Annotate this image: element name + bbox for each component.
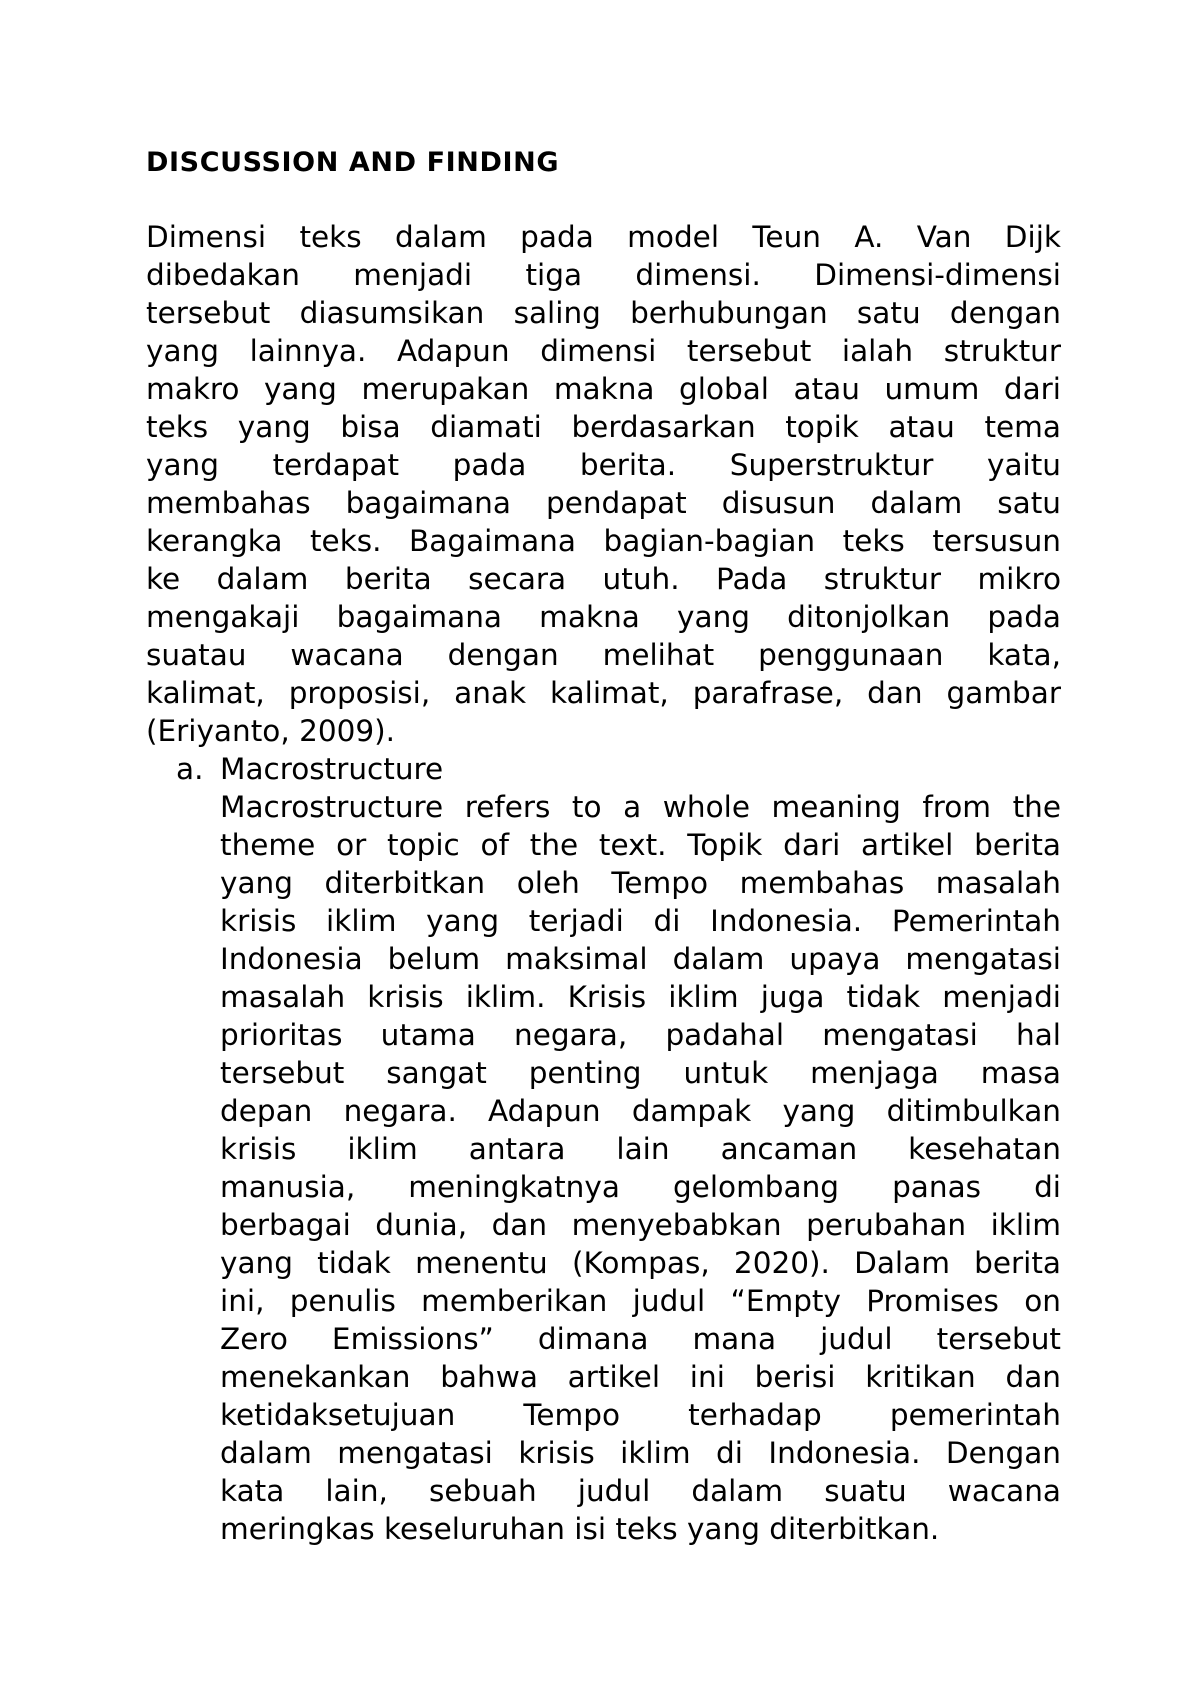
list-marker: a. — [176, 752, 204, 786]
body-line: meringkas keseluruhan isi teks yang diterbitkan. — [220, 1512, 940, 1546]
list-item-header — [176, 750, 1061, 788]
body-line: theme or topic of the text. Topik dari artikel berita — [220, 828, 1061, 862]
body-line: Macrostructure refers to a whole meaning from the — [220, 790, 1061, 824]
body-line: krisis iklim yang terjadi di Indonesia. Pemerintah — [220, 904, 1061, 938]
paragraph-line: membahas bagaimana pendapat disusun dalam satu — [146, 486, 1061, 520]
body-line: dalam mengatasi krisis iklim di Indonesia. Dengan — [220, 1436, 1061, 1470]
paragraph-line: kerangka teks. Bagaimana bagian-bagian teks tersusun — [146, 524, 1061, 558]
body-line: yang tidak menentu (Kompas, 2020). Dalam berita — [220, 1246, 1061, 1280]
body-line: masalah krisis iklim. Krisis iklim juga tidak menjadi — [220, 980, 1061, 1014]
list-item-macrostructure — [176, 750, 1061, 1546]
paragraph-line: Dimensi teks dalam pada model Teun A. Van Dijk — [146, 220, 1061, 254]
body-line: tersebut sangat penting untuk menjaga masa — [220, 1056, 1061, 1090]
body-line: ini, penulis memberikan judul “Empty Promises on — [220, 1284, 1061, 1318]
list-item-title: Macrostructure — [220, 752, 444, 786]
paragraph-line: (Eriyanto, 2009). — [146, 714, 396, 748]
body-line: manusia, meningkatnya gelombang panas di — [220, 1170, 1061, 1204]
paragraph-line: yang terdapat pada berita. Superstruktur yaitu — [146, 448, 1061, 482]
body-line: prioritas utama negara, padahal mengatasi hal — [220, 1018, 1061, 1052]
paragraph-line: kalimat, proposisi, anak kalimat, parafrase, dan gambar — [146, 676, 1061, 710]
body-line: kata lain, sebuah judul dalam suatu wacana — [220, 1474, 1061, 1508]
body-line: Zero Emissions” dimana mana judul tersebut — [220, 1322, 1061, 1356]
list-item-body — [220, 788, 1061, 1548]
paragraph-line: suatau wacana dengan melihat penggunaan kata, — [146, 638, 1061, 672]
body-line: yang diterbitkan oleh Tempo membahas masalah — [220, 866, 1061, 900]
intro-paragraph — [146, 218, 1061, 750]
body-line: menekankan bahwa artikel ini berisi kritikan dan — [220, 1360, 1061, 1394]
body-line: krisis iklim antara lain ancaman kesehatan — [220, 1132, 1061, 1166]
section-heading: DISCUSSION AND FINDING — [146, 147, 560, 178]
body-line: Indonesia belum maksimal dalam upaya mengatasi — [220, 942, 1061, 976]
paragraph-line: mengakaji bagaimana makna yang ditonjolkan pada — [146, 600, 1061, 634]
paragraph-line: tersebut diasumsikan saling berhubungan satu dengan — [146, 296, 1061, 330]
paragraph-line: dibedakan menjadi tiga dimensi. Dimensi-dimensi — [146, 258, 1061, 292]
body-line: depan negara. Adapun dampak yang ditimbulkan — [220, 1094, 1061, 1128]
paragraph-line: teks yang bisa diamati berdasarkan topik atau tema — [146, 410, 1061, 444]
paragraph-line: yang lainnya. Adapun dimensi tersebut ialah struktur — [146, 334, 1061, 368]
paragraph-line: ke dalam berita secara utuh. Pada struktur mikro — [146, 562, 1061, 596]
body-line: berbagai dunia, dan menyebabkan perubahan iklim — [220, 1208, 1061, 1242]
body-line: ketidaksetujuan Tempo terhadap pemerintah — [220, 1398, 1061, 1432]
paragraph-line: makro yang merupakan makna global atau umum dari — [146, 372, 1061, 406]
